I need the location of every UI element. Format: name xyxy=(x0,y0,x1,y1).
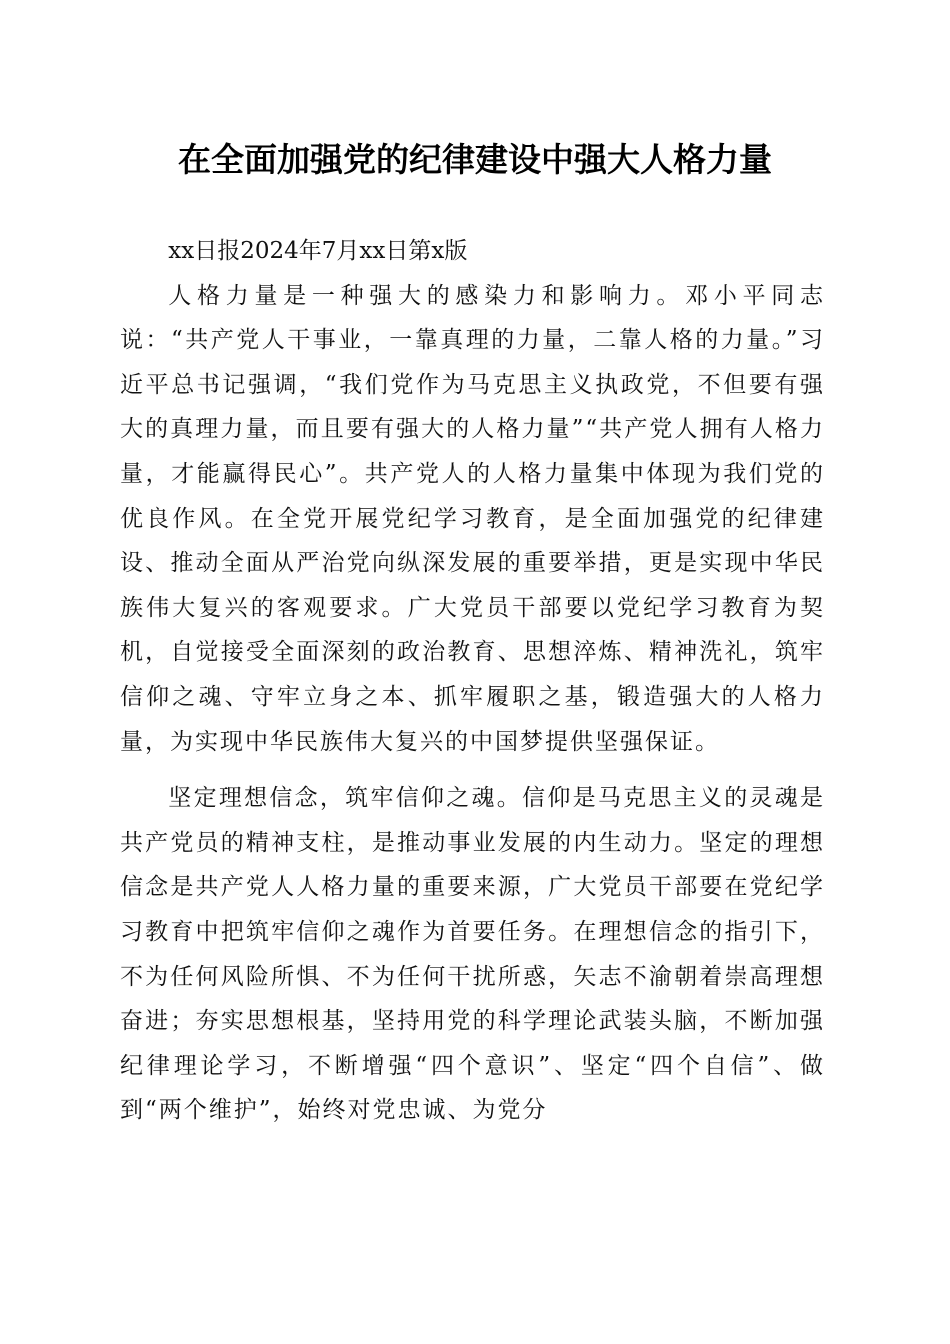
paragraph-2: 坚定理想信念，筑牢信仰之魂。信仰是马克思主义的灵魂是共产党员的精神支柱，是推动事业发展的内生动力。坚定的理想信念是共产党人人格力量的重要来源，广大党员干部要在党纪学习教育中把筑牢信仰之魂作为首要任务。在理想信念的指引下，不为任何风险所惧、不为任何干扰所惑，矢志不渝朝着崇高理想奋进；夯实思想根基，坚持用党的科学理论武装头脑，不断加强纪律理论学习，不断增强“四个意识”、坚定“四个自信”、做到“两个维护”，始终对党忠诚、为党分 xyxy=(120,785,825,1124)
source-line: xx日报2024年7月xx日第x版 xyxy=(168,238,468,264)
document-title: 在全面加强党的纪律建设中强大人格力量 xyxy=(178,140,772,179)
paragraph-1: 人格力量是一种强大的感染力和影响力。邓小平同志说：“共产党人干事业，一靠真理的力量，二靠人格的力量。”习近平总书记强调，“我们党作为马克思主义执政党，不但要有强大的真理力量，而且要有强大的人格力量”“共产党人拥有人格力量，才能赢得民心”。共产党人的人格力量集中体现为我们党的优良作风。在全党开展党纪学习教育，是全面加强党的纪律建设、推动全面从严治党向纵深发展的重要举措，更是实现中华民族伟大复兴的客观要求。广大党员干部要以党纪学习教育为契机，自觉接受全面深刻的政治教育、思想淬炼、精神洗礼，筑牢信仰之魂、守牢立身之本、抓牢履职之基，锻造强大的人格力量，为实现中华民族伟大复兴的中国梦提供坚强保证。 xyxy=(120,282,825,755)
document-body xyxy=(120,229,825,1133)
